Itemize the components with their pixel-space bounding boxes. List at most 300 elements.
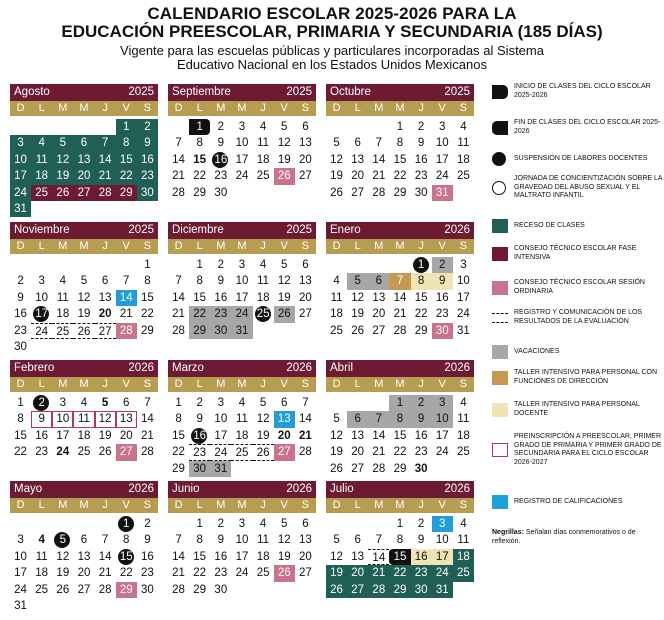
day-cell: 17 (56, 429, 70, 442)
day-cell: 12 (330, 550, 343, 563)
weekday-label: J (260, 102, 266, 114)
day-cell: 8 (123, 534, 130, 547)
day-cell: 28 (116, 323, 137, 339)
weekday-label: M (237, 378, 247, 390)
day-cell: 5 (333, 534, 340, 547)
day-cell: 6 (80, 534, 88, 547)
weekday-label: L (38, 102, 45, 114)
day-cell: 3 (10, 135, 31, 151)
month-name: Agosto (14, 86, 50, 98)
day-cell: 30 (414, 186, 428, 199)
weekday-label: V (438, 240, 446, 252)
weekday-label: V (122, 499, 130, 511)
day-cell: 5 (80, 275, 88, 288)
weekday-label: D (16, 102, 25, 114)
day-cell: 4 (259, 259, 267, 271)
month-year: 2025 (128, 86, 154, 98)
legend-item (492, 345, 664, 359)
weekday-label: V (438, 499, 446, 511)
day-cell: 14 (116, 290, 137, 306)
month-header (10, 481, 158, 498)
day-cell: 22 (193, 170, 207, 183)
day-cell: 11 (257, 275, 270, 288)
day-cell: 24 (231, 306, 252, 322)
day-cell: 27 (298, 567, 312, 580)
day-cell: 29 (389, 582, 410, 598)
day-cell: 11 (31, 152, 52, 168)
day-cell: 27 (347, 582, 368, 598)
day-cell: 24 (10, 185, 31, 201)
weekday-header-row (326, 498, 474, 513)
day-cell: 28 (298, 446, 312, 459)
flagl-swatch-icon (492, 121, 508, 135)
month-year: 2026 (444, 362, 470, 374)
weekday-label: V (438, 102, 446, 114)
month-header (168, 360, 316, 377)
day-cell: 17 (235, 291, 249, 304)
day-cell: 25 (456, 170, 470, 183)
day-cell: 13 (351, 153, 365, 166)
day-cell: 25 (231, 444, 252, 460)
day-cell: 20 (351, 446, 365, 459)
month-header (168, 222, 316, 239)
day-cell: 11 (35, 550, 48, 563)
day-cell: 27 (351, 462, 365, 475)
day-cell: 23 (137, 168, 158, 184)
day-cell: 3 (17, 534, 24, 547)
day-cell: 23 (214, 170, 228, 183)
day-cell: 4 (238, 397, 246, 409)
day-cell: 13 (98, 291, 112, 304)
day-cell: 31 (456, 324, 470, 337)
day-cell: 22 (119, 567, 133, 580)
day-cell: 4 (333, 275, 340, 288)
weekday-label: M (58, 499, 68, 511)
day-cell: 1 (175, 397, 182, 409)
weekday-label: V (280, 240, 288, 252)
day-cell: 2 (196, 397, 203, 409)
gray-swatch-icon (492, 345, 508, 359)
weekday-label: M (374, 102, 384, 114)
month-noviembre (10, 222, 158, 369)
day-cell: 19 (326, 565, 347, 581)
day-cell: 7 (375, 534, 383, 547)
day-cell: 2 (411, 395, 432, 411)
day-cell: 10 (35, 291, 49, 304)
day-cell: 4 (460, 518, 467, 530)
day-cell: 9 (432, 273, 453, 289)
weekday-header-row (326, 101, 474, 116)
day-cell: 8 (196, 275, 203, 288)
day-cell: 15 (389, 549, 410, 565)
legend-label: CONSEJO TÉCNICO ESCOLAR FASE INTENSIVA (514, 245, 637, 261)
weekday-label: S (301, 378, 309, 390)
day-cell: 5 (333, 413, 340, 426)
day-cell: 4 (59, 275, 67, 288)
day-cell: 20 (277, 429, 291, 442)
weekday-label: M (216, 240, 226, 252)
day-cell: 9 (411, 411, 432, 427)
ring-swatch-icon (492, 181, 506, 195)
month-enero (326, 222, 474, 369)
month-header (168, 481, 316, 498)
month-name: Abril (330, 362, 354, 374)
day-cell: 26 (274, 168, 295, 184)
day-cell: 9 (31, 411, 52, 427)
legend-item (492, 152, 664, 166)
day-cell: 7 (101, 534, 109, 547)
day-cell: 14 (98, 550, 112, 563)
day-cell: 24 (56, 446, 70, 459)
day-cell: 17 (31, 306, 52, 322)
day-cell: 21 (298, 429, 312, 442)
day-cell: 9 (137, 135, 158, 151)
day-cell: 2 (137, 119, 158, 135)
day-cell: 11 (457, 413, 470, 426)
day-cell: 17 (456, 291, 470, 304)
weekday-label: L (38, 240, 45, 252)
day-cell: 22 (193, 567, 207, 580)
day-cell: 10 (435, 534, 449, 547)
day-cell: 3 (460, 259, 467, 271)
day-cell: 1 (411, 257, 432, 273)
weekday-label: M (237, 240, 247, 252)
day-cell: 21 (98, 567, 112, 580)
blue-swatch-icon (492, 495, 508, 509)
day-cell: 30 (189, 461, 210, 477)
legend-label: INICIO DE CLASES DEL CICLO ESCOLAR 2025-2026 (514, 83, 651, 99)
weekday-label: M (58, 378, 68, 390)
month-junio (168, 481, 316, 620)
weekday-label: V (122, 240, 130, 252)
month-diciembre (168, 222, 316, 369)
day-cell: 27 (351, 186, 365, 199)
day-cell: 6 (302, 121, 309, 133)
weekday-label: J (260, 240, 266, 252)
day-cell: 16 (14, 308, 27, 321)
negrillas-text: Señalan días conmemorativos o de reflexión. (492, 529, 636, 545)
day-cell: 13 (298, 137, 312, 150)
day-cell: 3 (432, 516, 453, 532)
month-header (326, 84, 474, 101)
day-cell: 10 (235, 137, 249, 150)
weekday-label: J (418, 378, 424, 390)
legend-item (492, 309, 664, 326)
day-cell: 1 (189, 119, 210, 135)
weekday-header-row (10, 377, 158, 392)
day-cell: 7 (368, 411, 389, 427)
day-grid (326, 513, 474, 620)
weekday-label: J (102, 378, 108, 390)
green-swatch-icon (492, 219, 508, 233)
day-cell: 27 (73, 185, 94, 201)
day-cell: 5 (259, 397, 267, 409)
subtitle-line-2: Educativo Nacional en los Estados Unidos Mexicanos (176, 57, 487, 72)
day-cell: 4 (259, 121, 267, 133)
weekday-label: M (79, 499, 89, 511)
day-cell: 9 (196, 413, 203, 426)
day-cell: 12 (277, 534, 291, 547)
weekday-header-row (168, 377, 316, 392)
weekday-label: M (58, 102, 68, 114)
day-cell: 7 (144, 397, 151, 409)
day-cell: 4 (31, 135, 52, 151)
day-cell: 13 (73, 152, 94, 168)
weekday-label: V (122, 378, 130, 390)
legend-item (492, 219, 664, 233)
weekday-label: S (143, 102, 151, 114)
month-mayo (10, 481, 158, 620)
weekday-label: J (418, 102, 424, 114)
month-header (168, 84, 316, 101)
day-cell: 20 (98, 308, 112, 321)
day-cell: 24 (456, 308, 470, 321)
day-cell: 17 (214, 429, 228, 442)
day-cell: 17 (10, 168, 31, 184)
pink-swatch-icon (492, 281, 508, 295)
day-cell: 6 (101, 275, 109, 288)
legend-item (492, 83, 664, 100)
day-cell: 11 (257, 137, 270, 150)
weekday-label: D (16, 240, 25, 252)
day-cell: 23 (414, 446, 428, 459)
day-cell: 14 (95, 152, 116, 168)
day-cell: 30 (210, 323, 231, 339)
day-cell: 3 (439, 121, 446, 133)
legend-label: JORNADA DE CONCIENTIZACIÓN SOBRE LA GRAVEDAD DEL ABUSO SEXUAL Y EL MALTRATO INFANTIL (514, 175, 663, 200)
day-cell: 30 (214, 186, 228, 199)
day-cell: 27 (95, 323, 116, 339)
day-cell: 28 (372, 186, 386, 199)
day-cell: 15 (193, 291, 207, 304)
month-header (10, 222, 158, 239)
weekday-label: J (102, 240, 108, 252)
weekday-label: S (143, 240, 151, 252)
day-cell: 24 (14, 583, 27, 596)
month-year: 2025 (128, 224, 154, 236)
day-cell: 29 (140, 324, 154, 337)
weekday-label: D (174, 102, 183, 114)
legend-label: VACACIONES (514, 347, 560, 355)
day-cell: 11 (257, 534, 270, 547)
cream-swatch-icon (492, 403, 508, 417)
day-cell: 22 (393, 170, 407, 183)
day-cell: 16 (137, 152, 158, 168)
day-cell: 16 (210, 152, 231, 168)
day-cell: 1 (116, 516, 137, 532)
day-cell: 20 (298, 291, 312, 304)
day-cell: 5 (347, 273, 368, 289)
day-cell: 17 (435, 153, 449, 166)
legend-item (492, 369, 664, 386)
day-cell: 26 (330, 186, 343, 199)
day-cell: 31 (432, 185, 453, 201)
day-cell: 15 (393, 429, 407, 442)
day-cell: 19 (330, 170, 343, 183)
day-cell: 26 (274, 306, 295, 322)
day-cell: 14 (372, 153, 386, 166)
day-cell: 24 (435, 170, 449, 183)
day-cell: 28 (140, 446, 154, 459)
weekday-label: M (216, 378, 226, 390)
day-cell: 23 (140, 567, 154, 580)
weekday-label: M (395, 499, 405, 511)
day-cell: 21 (95, 168, 116, 184)
day-cell: 12 (256, 413, 270, 426)
day-cell: 13 (298, 275, 312, 288)
day-cell: 18 (256, 550, 270, 563)
day-cell: 23 (35, 446, 49, 459)
legend-label: REGISTRO Y COMUNICACIÓN DE LOS RESULTADOS DE LA EVALUACIÓN (514, 309, 643, 325)
legend-item (492, 495, 664, 509)
day-cell: 11 (73, 411, 94, 427)
day-cell: 15 (172, 429, 185, 442)
day-cell: 27 (372, 324, 386, 337)
day-cell: 18 (77, 429, 91, 442)
day-cell: 22 (14, 446, 27, 459)
day-cell: 16 (214, 550, 228, 563)
day-cell: 21 (172, 567, 185, 580)
weekday-label: S (143, 378, 151, 390)
day-cell: 15 (116, 549, 137, 565)
day-cell: 18 (35, 567, 49, 580)
day-cell: 31 (231, 323, 252, 339)
month-year: 2025 (286, 224, 312, 236)
day-cell: 12 (351, 291, 365, 304)
day-cell: 27 (298, 308, 312, 321)
month-header (10, 360, 158, 377)
legend-label: RECESO DE CLASES (514, 221, 585, 229)
month-name: Noviembre (14, 224, 70, 236)
day-cell: 11 (457, 534, 470, 547)
day-cell: 28 (95, 185, 116, 201)
legend-item (492, 175, 664, 201)
day-cell: 21 (172, 308, 185, 321)
weekday-label: L (196, 102, 203, 114)
month-year: 2026 (286, 362, 312, 374)
month-header (326, 222, 474, 239)
day-cell: 21 (172, 170, 185, 183)
day-cell: 2 (17, 275, 24, 288)
weekday-label: M (58, 240, 68, 252)
day-cell: 30 (14, 341, 27, 353)
weekday-label: D (16, 499, 25, 511)
day-cell: 25 (35, 583, 49, 596)
day-cell: 7 (95, 135, 116, 151)
day-cell: 21 (119, 308, 133, 321)
title-line-1: CALENDARIO ESCOLAR 2025-2026 PARA LA (147, 4, 517, 23)
day-cell: 26 (52, 185, 73, 201)
day-grid (10, 116, 158, 231)
flag-swatch-icon (492, 85, 508, 99)
month-year: 2026 (128, 483, 154, 495)
legend-item (492, 119, 664, 136)
weekday-label: S (301, 102, 309, 114)
weekday-label: L (354, 240, 361, 252)
day-cell: 22 (393, 446, 407, 459)
weekday-label: S (301, 240, 309, 252)
weekday-header-row (168, 239, 316, 254)
day-cell: 13 (77, 550, 91, 563)
day-grid (168, 513, 316, 620)
day-cell: 28 (172, 324, 185, 337)
day-cell: 18 (456, 429, 470, 442)
day-cell: 15 (393, 153, 407, 166)
day-cell: 2 (217, 259, 225, 271)
weekday-label: J (260, 378, 266, 390)
month-name: Febrero (14, 362, 55, 374)
day-cell: 6 (302, 259, 309, 271)
day-cell: 3 (38, 275, 45, 288)
weekday-label: M (79, 240, 89, 252)
weekday-header-row (10, 498, 158, 513)
day-cell: 5 (333, 137, 340, 150)
day-cell: 12 (52, 152, 73, 168)
day-cell: 29 (414, 324, 428, 337)
day-cell: 14 (368, 549, 389, 565)
day-cell: 6 (347, 411, 368, 427)
pbox-swatch-icon (492, 443, 508, 457)
weekday-label: S (459, 378, 467, 390)
weekday-label: L (196, 378, 203, 390)
day-cell: 21 (140, 429, 154, 442)
legend-label: SUSPENSIÓN DE LABORES DOCENTES (514, 154, 648, 162)
day-cell: 16 (189, 428, 210, 444)
weekday-label: S (459, 499, 467, 511)
day-cell: 23 (14, 324, 27, 337)
day-cell: 4 (38, 534, 45, 547)
day-cell: 3 (432, 395, 453, 411)
weekday-label: V (280, 102, 288, 114)
weekday-label: M (395, 102, 405, 114)
day-cell: 9 (217, 534, 225, 547)
day-cell: 14 (393, 291, 407, 304)
weekday-label: M (374, 240, 384, 252)
day-cell: 3 (238, 259, 246, 271)
day-cell: 9 (417, 137, 425, 150)
day-cell: 7 (302, 397, 309, 409)
day-cell: 29 (189, 323, 210, 339)
day-cell: 15 (193, 153, 207, 166)
day-cell: 25 (330, 324, 343, 337)
weekday-label: L (196, 240, 203, 252)
weekday-label: D (332, 499, 341, 511)
day-cell: 17 (235, 153, 249, 166)
weekday-label: D (174, 499, 183, 511)
day-cell: 12 (77, 291, 91, 304)
weekday-label: V (122, 102, 130, 114)
weekday-label: L (196, 499, 203, 511)
day-cell: 14 (172, 550, 185, 563)
day-cell: 22 (189, 306, 210, 322)
day-cell: 6 (354, 137, 361, 150)
month-year: 2026 (286, 483, 312, 495)
day-cell: 1 (396, 121, 404, 133)
day-cell: 30 (411, 582, 432, 598)
day-cell: 20 (347, 565, 368, 581)
day-cell: 10 (14, 550, 27, 563)
day-cell: 21 (372, 446, 386, 459)
month-year: 2025 (444, 86, 470, 98)
day-cell: 2 (144, 518, 151, 530)
day-cell: 29 (193, 583, 207, 596)
day-cell: 15 (116, 152, 137, 168)
month-name: Diciembre (172, 224, 224, 236)
day-cell: 23 (435, 308, 449, 321)
day-cell: 25 (456, 446, 470, 459)
legend-label: FIN DE CLASES DEL CICLO ESCOLAR 2025-2026 (514, 119, 661, 135)
day-cell: 17 (14, 567, 27, 580)
